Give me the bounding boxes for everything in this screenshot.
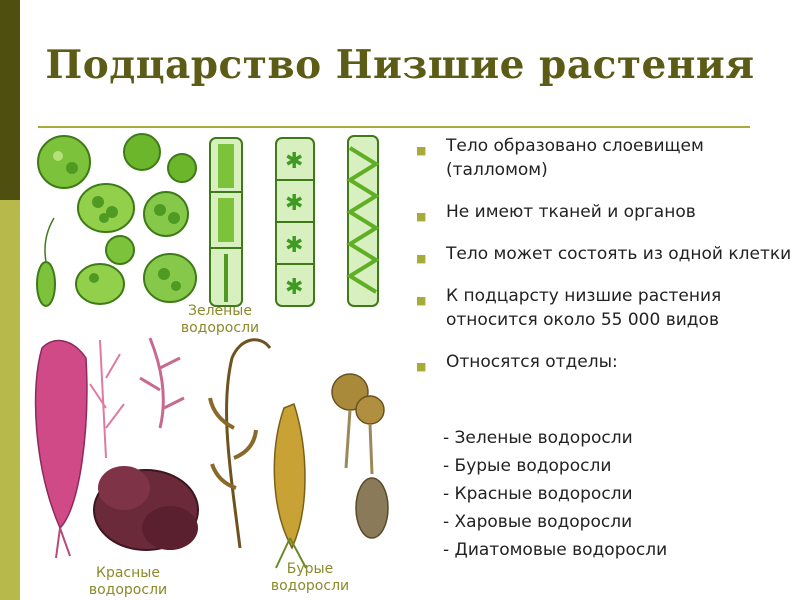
bullet-text: Тело образовано слоевищем (талломом) <box>446 136 704 180</box>
brown-algae <box>210 340 388 568</box>
left-bar-dark-segment <box>0 0 20 200</box>
square-bullet-icon: ■ <box>416 144 427 157</box>
division-item: - Харовые водоросли <box>443 512 633 532</box>
caption-line: Красные <box>96 565 160 581</box>
bullet-text: К подцарсту низшие растения относится около 55 000 видов <box>446 286 722 330</box>
caption-line: водоросли <box>88 582 168 598</box>
caption-line: водоросли <box>180 320 260 336</box>
svg-text:✱: ✱ <box>285 233 304 258</box>
bullet-text: Тело может состоять из одной клетки <box>446 244 792 264</box>
bullet-item <box>416 200 796 224</box>
bullet-text: Относятся отделы: <box>446 352 618 372</box>
svg-text:✱: ✱ <box>285 191 304 216</box>
red-algae-caption <box>68 565 188 599</box>
bullet-text: Не имеют тканей и органов <box>446 202 696 222</box>
bullet-item <box>416 242 796 266</box>
division-item: - Красные водоросли <box>443 484 633 504</box>
square-bullet-icon: ■ <box>416 294 427 307</box>
red-algae <box>36 338 198 558</box>
square-bullet-icon: ■ <box>416 252 427 265</box>
green-algae-caption <box>168 303 272 337</box>
slide-title: Подцарство Низшие растения <box>45 42 755 88</box>
square-bullet-icon: ■ <box>416 360 427 373</box>
square-bullet-icon: ■ <box>416 210 427 223</box>
brown-algae-caption <box>250 561 370 595</box>
division-item: - Зеленые водоросли <box>443 428 633 448</box>
green-algae-cells <box>37 134 196 306</box>
bullet-item <box>416 134 796 182</box>
division-item: - Диатомовые водоросли <box>443 540 668 560</box>
division-item: - Бурые водоросли <box>443 456 612 476</box>
algae-illustration <box>20 128 400 600</box>
bullet-list <box>416 134 796 392</box>
bullet-item <box>416 350 796 374</box>
caption-line: Бурые <box>286 561 334 577</box>
bullet-item <box>416 284 796 332</box>
left-accent-bar <box>0 0 20 600</box>
caption-line: водоросли <box>270 578 350 594</box>
divisions-list <box>443 424 773 564</box>
green-filaments <box>210 136 378 306</box>
svg-text:✱: ✱ <box>285 275 304 300</box>
caption-line: Зеленые <box>188 303 252 319</box>
left-bar-light-segment <box>0 200 20 600</box>
svg-text:✱: ✱ <box>285 149 304 174</box>
